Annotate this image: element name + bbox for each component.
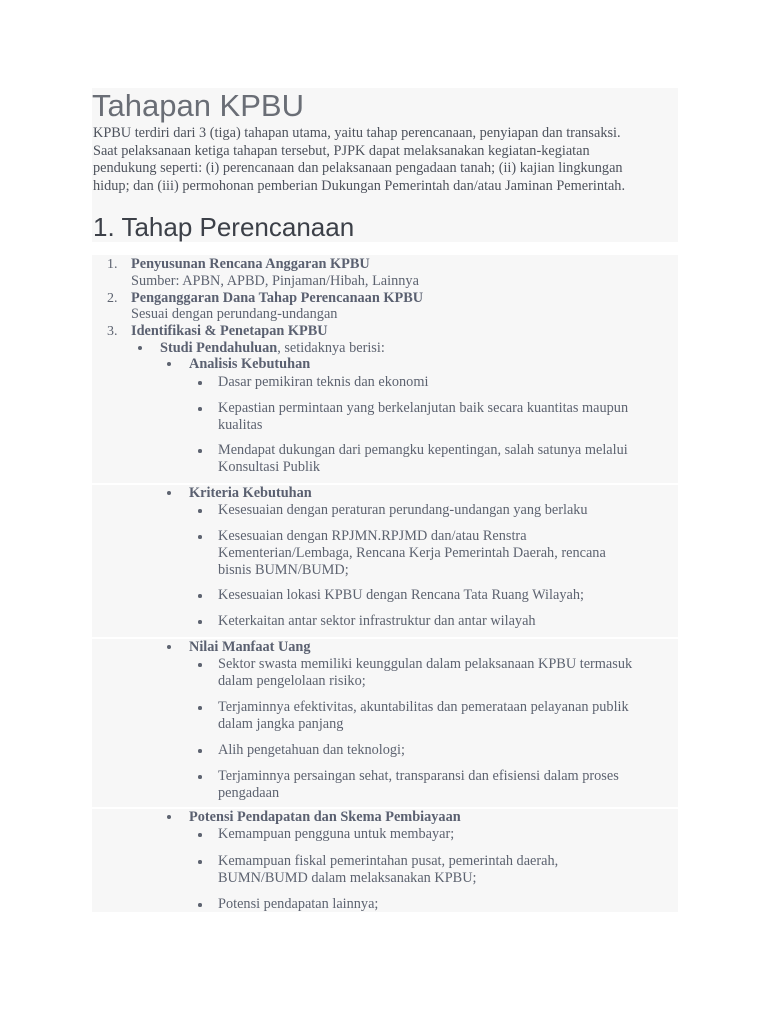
bullet-dot <box>138 346 142 350</box>
bullet-dot <box>198 407 202 411</box>
bullet-line: Kemampuan pengguna untuk membayar; <box>218 826 455 842</box>
list-number: 1. <box>107 257 118 272</box>
bullet-dot <box>167 815 171 819</box>
bullet-line: BUMN/BUMD dalam melaksanakan KPBU; <box>218 870 477 886</box>
bullet-line: dalam pengelolaan risiko; <box>218 673 366 689</box>
bullet-line: Sektor swasta memiliki keunggulan dalam pelaksanaan KPBU termasuk <box>218 656 633 672</box>
bullet-line: Terjaminnya efektivitas, akuntabilitas dan pemerataan pelayanan publik <box>218 699 629 715</box>
list-number: 3. <box>107 324 118 339</box>
bullet-dot <box>198 535 202 539</box>
bullet-line: Konsultasi Publik <box>218 459 321 475</box>
bullet-dot <box>198 833 202 837</box>
intro-line: pendukung seperti: (i) perencanaan dan pelaksanaan pengadaan tanah; (ii) kajian lingkungan <box>93 160 623 176</box>
bullet-line: dalam jangka panjang <box>218 716 344 732</box>
list-item-heading <box>131 256 370 273</box>
bullet-dot <box>167 362 171 366</box>
bullet-line: Keterkaitan antar sektor infrastruktur dan antar wilayah <box>218 613 536 629</box>
bullet-dot <box>198 860 202 864</box>
intro-line: hidup; dan (iii) permohonan pemberian Dukungan Pemerintah dan/atau Jaminan Pemerintah. <box>93 177 626 194</box>
list-item-detail: Sesuai dengan perundang-undangan <box>131 306 338 322</box>
bullet-dot <box>198 449 202 453</box>
list-item-detail: Sumber: APBN, APBD, Pinjaman/Hibah, Lainnya <box>131 273 419 289</box>
group-heading-text: Nilai Manfaat Uang <box>189 639 311 655</box>
bullet-line: Alih pengetahuan dan teknologi; <box>218 742 406 758</box>
bullet-dot <box>198 620 202 624</box>
studi-suffix: , setidaknya berisi: <box>277 340 385 356</box>
heading-text: Penyusunan Rencana Anggaran KPBU <box>131 256 370 272</box>
bullet-line: Terjaminnya persaingan sehat, transparansi dan efisiensi dalam proses <box>218 768 619 784</box>
bullet-dot <box>198 749 202 753</box>
intro-paragraph <box>93 125 683 195</box>
bullet-line: Mendapat dukungan dari pemangku kepentingan, salah satunya melalui <box>218 442 628 458</box>
page-title: Tahapan KPBU <box>92 88 678 124</box>
bullet-dot <box>198 903 202 907</box>
group-heading <box>189 639 311 656</box>
group-heading <box>189 356 310 373</box>
bullet-line: pengadaan <box>218 785 280 801</box>
list-item-heading <box>131 290 423 307</box>
bullet-dot <box>167 491 171 495</box>
group-heading <box>189 809 461 826</box>
bullet-line: Kesesuaian dengan RPJMN.RPJMD dan/atau Renstra <box>218 528 527 544</box>
bullet-line: Kepastian permintaan yang berkelanjutan baik secara kuantitas maupun <box>218 400 629 416</box>
bullet-dot <box>167 645 171 649</box>
list-item-heading <box>131 323 328 340</box>
group-heading-text: Analisis Kebutuhan <box>189 356 311 372</box>
bullet-line: Kementerian/Lembaga, Rencana Kerja Pemerintah Daerah, rencana <box>218 545 606 561</box>
bullet-line: kualitas <box>218 417 263 433</box>
bullet-line: bisnis BUMN/BUMD; <box>218 562 349 578</box>
bullet-line: Potensi pendapatan lainnya; <box>218 896 379 912</box>
group-heading-text: Kriteria Kebutuhan <box>189 485 312 501</box>
bullet-line: Kesesuaian dengan peraturan perundang-undangan yang berlaku <box>218 502 588 518</box>
section-title: 1. Tahap Perencanaan <box>93 212 355 242</box>
bullet-dot <box>198 775 202 779</box>
bullet-dot <box>198 706 202 710</box>
intro-line: KPBU terdiri dari 3 (tiga) tahapan utama, yaitu tahap perencanaan, penyiapan dan transaksi. <box>93 125 621 141</box>
bullet-dot <box>198 509 202 513</box>
bullet-line: Kesesuaian lokasi KPBU dengan Rencana Tata Ruang Wilayah; <box>218 587 584 603</box>
intro-line: Saat pelaksanaan ketiga tahapan tersebut, PJPK dapat melaksanakan kegiatan-kegiatan <box>93 142 590 159</box>
group-heading-text: Potensi Pendapatan dan Skema Pembiayaan <box>189 809 461 825</box>
bullet-line: Kemampuan fiskal pemerintahan pusat, pemerintah daerah, <box>218 853 559 869</box>
studi-label: Studi Pendahuluan <box>160 340 278 356</box>
bullet-line: Dasar pemikiran teknis dan ekonomi <box>218 374 429 390</box>
heading-text: Identifikasi & Penetapan KPBU <box>131 323 328 339</box>
studi-heading <box>160 340 385 357</box>
bullet-dot <box>198 663 202 667</box>
bullet-dot <box>198 594 202 598</box>
heading-text: Penganggaran Dana Tahap Perencanaan KPBU <box>131 290 424 306</box>
list-number: 2. <box>107 291 118 306</box>
bullet-dot <box>198 381 202 385</box>
group-heading <box>189 485 312 502</box>
